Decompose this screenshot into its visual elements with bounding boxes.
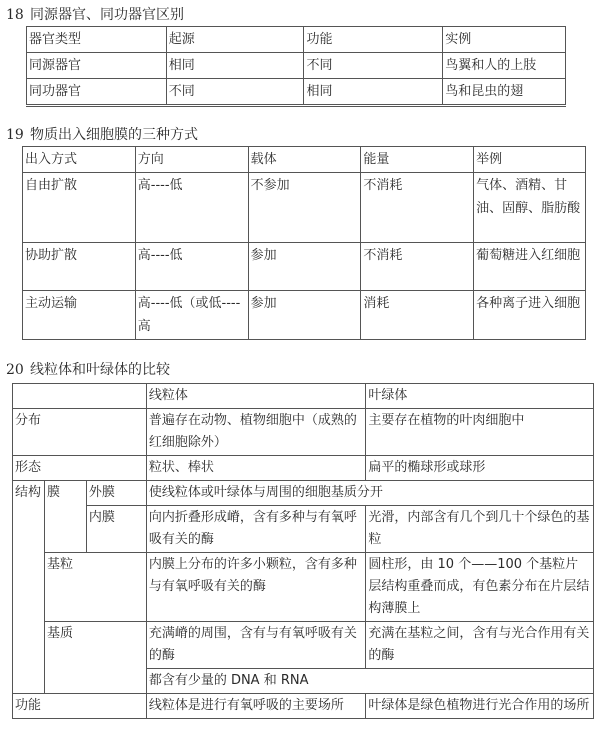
- row-label: 基质: [44, 622, 146, 694]
- table-cell: 鸟和昆虫的翅: [443, 79, 566, 106]
- row-label: 形态: [13, 456, 147, 481]
- table-cell: 光滑，内部含有几个到几十个绿色的基粒: [366, 506, 594, 553]
- table-cell: 内膜上分布的许多小颗粒，含有多种与有氧呼吸有关的酶: [146, 553, 366, 622]
- header-cell: 起源: [166, 27, 304, 53]
- header-cell: 方向: [135, 147, 248, 173]
- table-cell: 使线粒体或叶绿体与周围的细胞基质分开: [146, 481, 593, 506]
- table-row: [27, 53, 566, 79]
- table-cell: 扁平的椭球形或球形: [366, 456, 594, 481]
- table-row: [23, 173, 586, 243]
- table-cell: 圆柱形，由 10 个——100 个基粒片层结构重叠而成，有色素分布在片层结构薄膜上: [366, 553, 594, 622]
- table-cell: 高----低（或低----高: [135, 291, 248, 340]
- empty-corner-cell: [13, 384, 147, 409]
- table-membrane-transport: [22, 146, 586, 340]
- table-cell: 相同: [304, 79, 443, 106]
- section-20-heading: [6, 361, 170, 379]
- header-cell: 叶绿体: [366, 384, 594, 409]
- table-row: [13, 506, 594, 553]
- section-number: 18: [6, 7, 24, 23]
- table-cell: 不参加: [248, 173, 361, 243]
- section-title: 物质出入细胞膜的三种方式: [30, 127, 198, 143]
- table-cell: 不消耗: [361, 243, 474, 291]
- header-cell: 出入方式: [23, 147, 136, 173]
- table-cell: 高----低: [135, 243, 248, 291]
- section-18-heading: [6, 6, 184, 24]
- table-cell: 同功器官: [27, 79, 167, 106]
- header-cell: 能量: [361, 147, 474, 173]
- table-cell: 消耗: [361, 291, 474, 340]
- table-header-row: [13, 384, 594, 409]
- table-cell: 主要存在植物的叶肉细胞中: [366, 409, 594, 456]
- table-cell: 充满嵴的周围，含有与有氧呼吸有关的酶: [146, 622, 366, 669]
- section-19-heading: [6, 126, 198, 144]
- table-cell: 参加: [248, 291, 361, 340]
- table-cell: 不同: [166, 79, 304, 106]
- row-label: 内膜: [86, 506, 146, 553]
- header-cell: 功能: [304, 27, 443, 53]
- table-cell: 鸟翼和人的上肢: [443, 53, 566, 79]
- table-cell: 都含有少量的 DNA 和 RNA: [146, 669, 593, 694]
- table-cell: 协助扩散: [23, 243, 136, 291]
- table-cell: 普遍存在动物、植物细胞中（成熟的红细胞除外）: [146, 409, 366, 456]
- header-cell: 线粒体: [146, 384, 366, 409]
- table-row: [13, 409, 594, 456]
- table-row: [13, 622, 594, 669]
- table-cell: 相同: [166, 53, 304, 79]
- section-number: 19: [6, 127, 24, 143]
- row-label: 基粒: [44, 553, 146, 622]
- table-header-row: [27, 27, 566, 53]
- table-cell: 主动运输: [23, 291, 136, 340]
- table-cell: 高----低: [135, 173, 248, 243]
- table-cell: 葡萄糖进入红细胞: [474, 243, 586, 291]
- table-cell: 充满在基粒之间，含有与光合作用有关的酶: [366, 622, 594, 669]
- section-number: 20: [6, 362, 24, 378]
- header-cell: 器官类型: [27, 27, 167, 53]
- table-cell: 各种离子进入细胞: [474, 291, 586, 340]
- header-cell: 实例: [443, 27, 566, 53]
- table-cell: 线粒体是进行有氧呼吸的主要场所: [146, 694, 366, 719]
- table-row: [13, 481, 594, 506]
- section-title: 线粒体和叶绿体的比较: [30, 362, 170, 378]
- row-label: 膜: [44, 481, 86, 553]
- table-cell: 粒状、棒状: [146, 456, 366, 481]
- table-row: [13, 553, 594, 622]
- header-cell: 举例: [474, 147, 586, 173]
- table-row: [23, 291, 586, 340]
- table-homologous-analogous: [26, 26, 566, 107]
- row-label: 外膜: [86, 481, 146, 506]
- table-cell: 自由扩散: [23, 173, 136, 243]
- table-row: [13, 456, 594, 481]
- table-cell: 同源器官: [27, 53, 167, 79]
- row-label: 结构: [13, 481, 45, 694]
- row-label: 分布: [13, 409, 147, 456]
- table-cell: 向内折叠形成嵴，含有多种与有氧呼吸有关的酶: [146, 506, 366, 553]
- table-cell: 不同: [304, 53, 443, 79]
- table-cell: 不消耗: [361, 173, 474, 243]
- table-row: [27, 79, 566, 106]
- header-cell: 载体: [248, 147, 361, 173]
- section-title: 同源器官、同功器官区别: [30, 7, 184, 23]
- table-cell: 叶绿体是绿色植物进行光合作用的场所: [366, 694, 594, 719]
- table-row: [23, 243, 586, 291]
- table-cell: 参加: [248, 243, 361, 291]
- table-mitochondria-chloroplast: [12, 383, 594, 719]
- table-row: [13, 694, 594, 719]
- row-label: 功能: [13, 694, 147, 719]
- table-cell: 气体、酒精、甘油、固醇、脂肪酸: [474, 173, 586, 243]
- table-header-row: [23, 147, 586, 173]
